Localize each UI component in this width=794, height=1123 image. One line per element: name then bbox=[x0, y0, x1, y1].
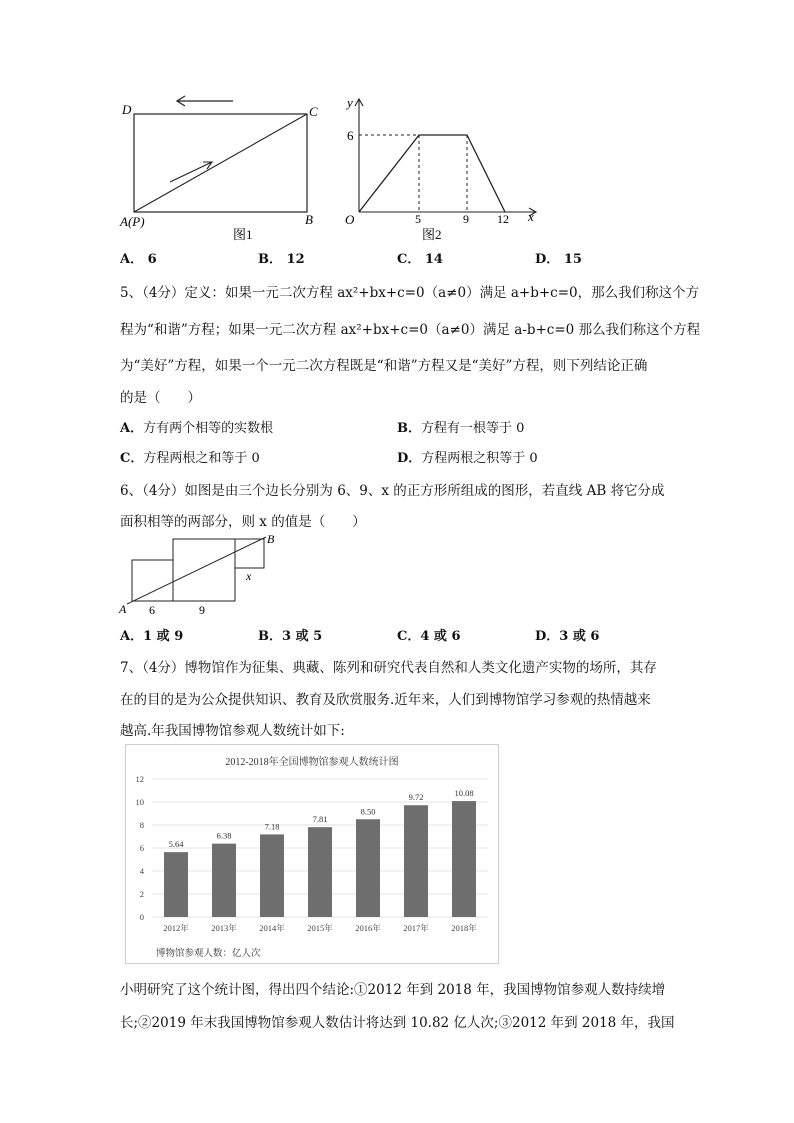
tick-12: 12 bbox=[497, 212, 509, 226]
origin-label: O bbox=[345, 212, 355, 227]
q5-option-c[interactable] bbox=[120, 447, 260, 466]
option-letter: D． bbox=[535, 252, 560, 267]
option-letter: A． bbox=[120, 629, 144, 644]
option-letter: C． bbox=[397, 629, 421, 644]
bar-value-label: 9.72 bbox=[408, 792, 424, 803]
x-category-label: 2012年 bbox=[163, 923, 189, 933]
y-tick-label: 6 bbox=[139, 843, 144, 853]
option-text: 1 或 9 bbox=[143, 629, 184, 644]
bar bbox=[308, 827, 332, 917]
chart-title: 2012-2018年全国博物馆参观人数统计图 bbox=[225, 757, 399, 768]
chart-note: 博物馆参观人数：亿人次 bbox=[156, 949, 261, 959]
option-text: 方程有一根等于 0 bbox=[421, 421, 525, 436]
q6-line-2: 面积相等的两部分，则 x 的值是（ ） bbox=[120, 514, 366, 530]
bar bbox=[260, 834, 284, 917]
option-letter: C． bbox=[120, 451, 144, 466]
label-C: C bbox=[309, 104, 318, 119]
label-B: B bbox=[305, 212, 313, 227]
label-9: 9 bbox=[199, 603, 205, 617]
bar bbox=[212, 844, 236, 917]
bar bbox=[404, 805, 428, 917]
q6-option-d[interactable] bbox=[535, 625, 599, 644]
y-tick-label: 2 bbox=[139, 889, 144, 899]
y-tick-label: 12 bbox=[135, 774, 144, 784]
figure-1-caption: 图1 bbox=[233, 227, 253, 242]
q7-after-line-2: 长;②2019 年末我国博物馆参观人数估计将达到 10.82 亿人次;③2012 年到 2018 年，我国 bbox=[120, 1015, 675, 1031]
bar-value-label: 6.38 bbox=[216, 830, 232, 841]
q5-line-1: 5、（4分）定义：如果一元二次方程 ax²+bx+c=0（a≠0）满足 a+b+c=0，那么我们称这个方 bbox=[120, 285, 700, 301]
figure-2-caption: 图2 bbox=[422, 227, 442, 242]
option-text: 4 或 6 bbox=[420, 629, 461, 644]
q7-after-line-1: 小明研究了这个统计图，得出四个结论:①2012 年到 2018 年，我国博物馆参观人数持续增 bbox=[120, 982, 666, 998]
q5-option-a[interactable] bbox=[120, 417, 273, 436]
bar-chart-svg bbox=[126, 745, 498, 963]
x-category-label: 2017年 bbox=[403, 923, 429, 933]
x-category-label: 2018年 bbox=[451, 923, 477, 933]
figure-2 bbox=[335, 90, 545, 245]
option-text: 方程两根之积等于 0 bbox=[421, 451, 538, 466]
figure-1 bbox=[115, 90, 335, 245]
q4-option-c[interactable] bbox=[397, 248, 443, 267]
bar bbox=[452, 801, 476, 917]
option-text: 方程两根之和等于 0 bbox=[143, 451, 260, 466]
option-text: 3 或 5 bbox=[282, 629, 323, 644]
option-letter: B． bbox=[397, 421, 421, 436]
y-tick-label: 10 bbox=[135, 797, 144, 807]
bar-value-label: 10.08 bbox=[454, 788, 474, 799]
option-letter: A． bbox=[120, 252, 144, 267]
q4-option-d[interactable] bbox=[535, 248, 582, 267]
option-value: 14 bbox=[424, 252, 443, 267]
bar-value-label: 8.50 bbox=[360, 806, 376, 817]
q7-line-2: 在的目的是为公众提供知识、教育及欣赏服务.近年来，人们到博物馆学习参观的热情越来 bbox=[120, 692, 651, 708]
bar bbox=[164, 852, 188, 917]
bar bbox=[356, 819, 380, 917]
q6-option-b[interactable] bbox=[258, 625, 322, 644]
option-text: 方有两个相等的实数根 bbox=[143, 421, 274, 436]
bar-value-label: 7.18 bbox=[264, 821, 280, 832]
q5-line-2: 程为“和谐”方程；如果一元二次方程 ax²+bx+c=0（a≠0）满足 a-b+c=0 那么我们称这个方程 bbox=[120, 322, 701, 338]
q6-line-1: 6、（4分）如图是由三个边长分别为 6、9、x 的正方形所组成的图形，若直线 AB 将它分成 bbox=[120, 483, 665, 499]
option-text: 3 或 6 bbox=[559, 629, 600, 644]
graph-line bbox=[359, 135, 505, 212]
x-category-label: 2016年 bbox=[355, 923, 381, 933]
tick-5: 5 bbox=[415, 212, 421, 226]
option-letter: A． bbox=[120, 421, 144, 436]
label-D: D bbox=[122, 102, 132, 117]
q5-line-3: 为“美好”方程，如果一个一元二次方程既是“和谐”方程又是“美好”方程，则下列结论正确 bbox=[120, 358, 648, 374]
label-x: x bbox=[246, 569, 252, 583]
option-letter: C． bbox=[397, 252, 421, 267]
label-A-P: A(P) bbox=[120, 214, 145, 229]
q5-option-b[interactable] bbox=[397, 417, 524, 436]
label-A: A bbox=[119, 602, 127, 616]
figure-squares bbox=[115, 530, 295, 620]
q6-option-c[interactable] bbox=[397, 625, 461, 644]
q5-option-d[interactable] bbox=[397, 447, 538, 466]
x-category-label: 2015年 bbox=[307, 923, 333, 933]
y-tick-label: 0 bbox=[139, 912, 144, 922]
q4-option-b[interactable] bbox=[258, 248, 305, 267]
y-tick-label: 8 bbox=[139, 820, 144, 830]
q4-option-a[interactable] bbox=[120, 248, 157, 267]
q6-option-a[interactable] bbox=[120, 625, 183, 644]
option-letter: B． bbox=[258, 629, 282, 644]
label-6: 6 bbox=[149, 603, 155, 617]
bar-value-label: 7.81 bbox=[312, 814, 328, 825]
axis-x-label: x bbox=[528, 209, 534, 224]
tick-9: 9 bbox=[463, 212, 469, 226]
q7-line-3: 越高.年我国博物馆参观人数统计如下: bbox=[120, 723, 345, 739]
y-tick-label: 4 bbox=[139, 866, 144, 876]
q5-line-4: 的是（ ） bbox=[120, 390, 201, 406]
option-letter: B． bbox=[258, 252, 282, 267]
option-value: 15 bbox=[563, 252, 582, 267]
bar-chart bbox=[125, 744, 499, 964]
axis-y-label: y bbox=[347, 95, 353, 110]
tick-6: 6 bbox=[347, 128, 354, 143]
option-letter: D． bbox=[535, 629, 560, 644]
option-value: 12 bbox=[286, 252, 305, 267]
option-value: 6 bbox=[147, 252, 157, 267]
q7-line-1: 7、（4分）博物馆作为征集、典藏、陈列和研究代表自然和人类文化遗产实物的场所，其存 bbox=[120, 660, 657, 676]
bar-value-label: 5.64 bbox=[168, 839, 184, 850]
x-category-label: 2014年 bbox=[259, 923, 285, 933]
label-B: B bbox=[267, 532, 275, 546]
x-category-label: 2013年 bbox=[211, 923, 237, 933]
option-letter: D． bbox=[397, 451, 422, 466]
